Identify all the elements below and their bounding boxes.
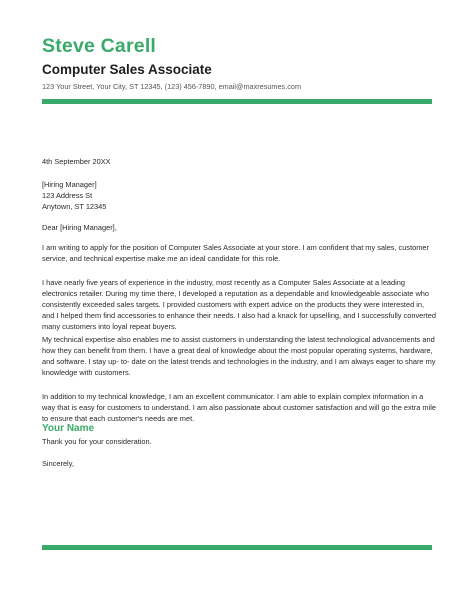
recipient-address [42, 180, 437, 213]
header-divider [42, 99, 432, 104]
closing-text: Sincerely, [42, 459, 74, 468]
footer-divider [42, 545, 432, 550]
body-paragraph-2 [42, 278, 437, 333]
salutation-text: Dear [Hiring Manager], [42, 223, 117, 232]
recipient-line-2: 123 Address St [42, 190, 93, 200]
applicant-name: Steve Carell [42, 35, 157, 57]
recipient-line-1: [Hiring Manager] [42, 180, 97, 189]
letter-date [42, 157, 437, 168]
date-text: 4th September 20XX [42, 157, 111, 166]
salutation [42, 223, 437, 234]
body-paragraph-4 [42, 392, 437, 425]
paragraph-text: In addition to my technical knowledge, I am an excellent communicator. I am able to explain complex information in a way that is easy for customers to understand. I am also passionate about customer satisfaction and will go the extra mile to ensure that each customer's needs are met. [42, 392, 436, 423]
recipient-line-3: Anytown, ST 12345 [42, 201, 107, 211]
closing-line [42, 459, 437, 470]
job-title: Computer Sales Associate [42, 62, 212, 77]
paragraph-text: I have nearly five years of experience in the industry, most recently as a Computer Sales Associate at a leading electronics retailer. During my time there, I developed a reputation as a dependable and knowledgeable associate who consistently exceeded sales targets. I provided customers with expert advice on the products they were interested in, and I helped them find accessories to enhance their needs. I also had a knack for upselling, and I successfully converted many customers into loyal repeat buyers. [42, 278, 436, 331]
paragraph-text: I am writing to apply for the position of Computer Sales Associate at your store. I am confident that my sales, customer service, and technical expertise make me an ideal candidate for this role. [42, 243, 429, 263]
thanks-text: Thank you for your consideration. [42, 437, 152, 446]
paragraph-text: My technical expertise also enables me to assist customers in understanding the latest technological advancements and how they can benefit from them. I have a great deal of knowledge about the most popular operating systems, hardware, and software. I stay up- to- date on the latest trends and technologies in the industry, and I am always eager to share my knowledge with customers. [42, 335, 436, 377]
thanks-line [42, 437, 437, 448]
contact-info: 123 Your Street, Your City, ST 12345, (123) 456-7890, email@maxresumes.com [42, 82, 302, 91]
signature-name: Your Name [42, 423, 95, 434]
body-paragraph-3 [42, 335, 437, 379]
body-paragraph-1 [42, 243, 437, 265]
